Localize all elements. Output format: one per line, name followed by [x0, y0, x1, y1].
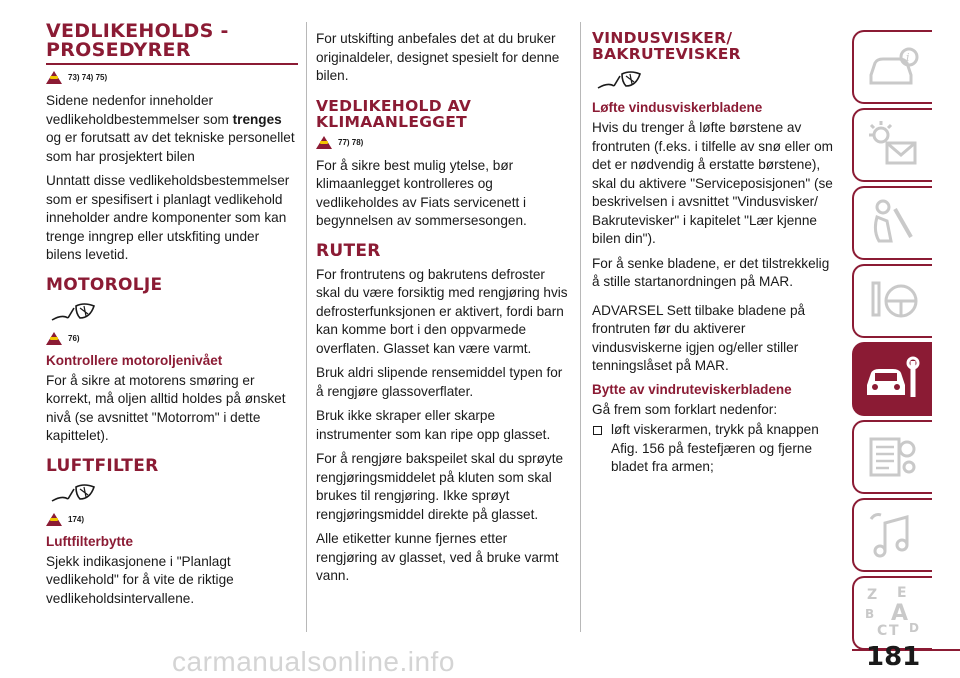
tab-lights-messages[interactable] [852, 108, 932, 182]
warning-lights-icon [865, 119, 921, 171]
warning-icon [46, 513, 62, 526]
section-title-engine-oil: MOTOROLJE [46, 274, 163, 295]
eco-leaf-icon [50, 481, 98, 507]
paragraph: For å senke bladene, er det tilstrekkelig å stille startanordningen på MAR. [592, 255, 830, 289]
tab-safety[interactable] [852, 186, 932, 260]
warning-ref: 77) 78) [316, 136, 570, 149]
checkbox-bullet-icon [593, 426, 602, 435]
paragraph: Bruk aldri slipende rensemiddel typen for å rengjøre glassoverflater. [316, 365, 563, 399]
subsection-air-filter-replacement: Luftfilterbytte [46, 533, 133, 549]
paragraph: For utskifting anbefales det at du bruker originaldeler, designet spesielt for denne bilen. [316, 31, 560, 83]
paragraph: Unntatt disse vedlikeholdsbestemmelser som er spesifisert i planlagt vedlikehold inneholder andre komponenter som kan trenge inngrep eller utskfiting under bilens levetid. [46, 173, 290, 262]
eco-leaf-icon [596, 68, 644, 94]
tab-maintenance[interactable] [852, 342, 932, 416]
warning-ref: 76) [46, 332, 298, 345]
section-title-air-filter: LUFTFILTER [46, 455, 159, 476]
watermark: carmanualsonline.info [172, 646, 455, 677]
warning-ref: 73) 74) 75) [46, 71, 298, 84]
paragraph: ADVARSEL Sett tilbake bladene på frontruten før du aktiverer vindusviskerne igjen og/eller stiller tenningslåset på MAR. [592, 302, 806, 373]
airbag-icon [865, 197, 921, 249]
column-divider-2 [580, 22, 581, 632]
paragraph: Sidene nedenfor inneholder vedlikeholdbestemmelser som trenges og er forutsatt av det tekniske personellet som har prosjektert bilen [46, 93, 295, 164]
section-title-windows: RUTER [316, 240, 381, 261]
subsection-check-oil-level: Kontrollere motoroljenivået [46, 352, 223, 368]
tab-technical-data[interactable] [852, 420, 932, 494]
index-letters-icon: Z E B A C T D [865, 585, 919, 639]
steering-wheel-icon [865, 275, 921, 327]
section-title-maintenance: VEDLIKEHOLDS - PROSEDYRER [46, 20, 229, 61]
paragraph: For å rengjøre bakspeilet skal du sprøyte rengjøringsmiddelet på kluten som skal brukes til rengjøring. Ikke sprøyt rengjøringsmiddel direkte på glasset. [316, 451, 564, 522]
paragraph: Sjekk indikasjonene i "Planlagt vedlikehold" for å vite de riktige vedlikeholdsintervallene. [46, 553, 234, 606]
title-rule [46, 63, 298, 65]
warning-icon [316, 136, 332, 149]
page-number: 181 [866, 642, 921, 672]
tab-multimedia[interactable] [852, 498, 932, 572]
subsection-lift-wiper-blades: Løfte vindusviskerbladene [592, 100, 763, 115]
warning-icon [46, 71, 62, 84]
column-divider-1 [306, 22, 307, 632]
warning-ref: 174) [46, 513, 298, 526]
paragraph: Bruk ikke skraper eller skarpe instrumenter som kan ripe opp glasset. [316, 408, 551, 442]
paragraph: For å sikre at motorens smøring er korrekt, må oljen alltid holdes på ønsket nivå (se avsnittet "Motorrom" i dette kapittelet). [46, 372, 286, 443]
paragraph: Alle etiketter kunne fjernes etter rengjøring av glasset, ved å bruke varmt vann. [316, 531, 559, 583]
subsection-replace-wiper-blades: Bytte av vindruteviskerbladene [592, 381, 792, 397]
tab-index[interactable] [852, 576, 932, 650]
column-2 [316, 22, 570, 592]
tab-starting-driving[interactable] [852, 264, 932, 338]
paragraph: For å sikre best mulig ytelse, bør klimaanlegget kontrolleres og vedlikeholdes av Fiats servicenett i begynnelsen av sommersesongen. [316, 157, 527, 228]
car-wrench-icon [863, 355, 923, 403]
column-1 [46, 22, 298, 614]
svg-text:i: i [906, 51, 910, 64]
gear-document-icon [865, 431, 921, 483]
warning-icon [46, 332, 62, 345]
music-note-icon [865, 509, 921, 561]
chapter-sidebar [852, 30, 960, 654]
section-title-climate: VEDLIKEHOLD AV KLIMAANLEGGET [316, 96, 472, 131]
paragraph: Gå frem som forklart nedenfor: [592, 401, 778, 417]
paragraph: For frontrutens og bakrutens defroster skal du være forsiktig med rengjøring hvis defrosterfunksjonen er aktivert, fordi barn kan komme bort i den oppvarmede overflaten. Glasset kan være varmt. [316, 266, 568, 356]
section-title-wipers: VINDUSVISKER/ BAKRUTEVISKER [592, 29, 741, 63]
eco-leaf-icon [50, 300, 98, 326]
paragraph: Hvis du trenger å løfte børstene av frontruten (f.eks. i tilfelle av snø eller om det er nødvendig å erstatte børstene), skal du aktivere "Serviceposisjonen" (se beskrivelsen i avsnittet "Vindusvisker/ Bakrutevisker" i kapitelet "Lær kjenne bilen din"). [592, 120, 833, 246]
list-item: løft viskerarmen, trykk på knappen Afig. 156 på festefjæren og fjerne bladet fra armen; [592, 421, 834, 477]
column-3 [592, 22, 834, 477]
car-info-icon [865, 45, 921, 89]
tab-car-info[interactable] [852, 30, 932, 104]
